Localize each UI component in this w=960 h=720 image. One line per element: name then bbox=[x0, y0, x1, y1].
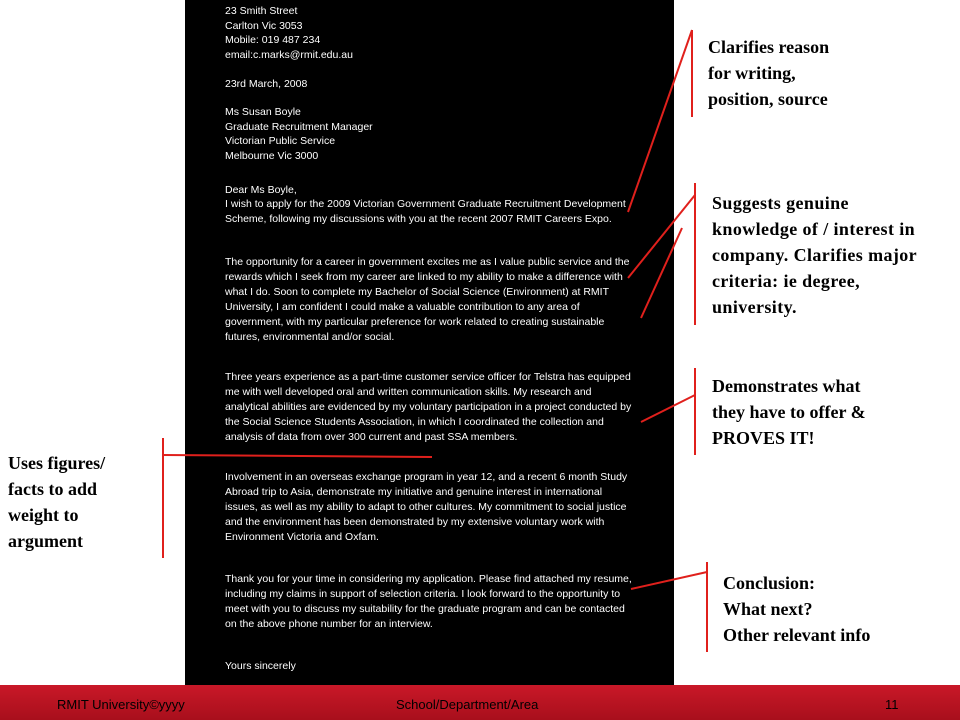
letter-date: 23rd March, 2008 bbox=[225, 78, 308, 90]
annotation-offer-line: PROVES IT! bbox=[712, 428, 815, 448]
sender-suburb: Carlton Vic 3053 bbox=[225, 20, 303, 32]
recipient-title: Graduate Recruitment Manager bbox=[225, 121, 373, 133]
annotation-reason-line: position, source bbox=[708, 89, 828, 109]
salutation: Dear Ms Boyle, bbox=[225, 184, 297, 196]
pointer-offer bbox=[641, 395, 695, 422]
annotation-offer bbox=[712, 373, 866, 451]
paragraph-experience: Three years experience as a part-time customer service officer for Telstra has equipped me with well developed oral and written communication skills. My research and analytical abilities are evidenced by my voluntary participation in a project conducted by the Social Science Students Association, in which I coordinated the collection and analysis of data from over 300 current and past SSA members. bbox=[225, 371, 632, 443]
annotation-conclusion-line: What next? bbox=[723, 599, 813, 619]
sender-street: 23 Smith Street bbox=[225, 5, 298, 17]
sender-mobile: Mobile: 019 487 234 bbox=[225, 34, 321, 46]
pointer-knowledge-1 bbox=[628, 195, 695, 278]
sign-off: Yours sincerely bbox=[225, 660, 296, 672]
annotation-knowledge-line: criteria: ie degree, bbox=[712, 271, 861, 291]
annotation-reason-line: Clarifies reason bbox=[708, 37, 830, 57]
recipient-city: Melbourne Vic 3000 bbox=[225, 150, 319, 162]
annotation-knowledge-line: Suggests genuine bbox=[712, 193, 849, 213]
annotation-offer-line: they have to offer & bbox=[712, 402, 866, 422]
paragraph-closing: Thank you for your time in considering my application. Please find attached my resume, including my claims in support of selection criteria. I look forward to the opportunity to meet with you to discuss my suitability for the graduate program and can be contacted on the above phone number for an interview. bbox=[225, 573, 632, 630]
sender-email: email:c.marks@rmit.edu.au bbox=[225, 49, 353, 61]
annotation-reason bbox=[708, 34, 829, 112]
footer-bar bbox=[0, 685, 960, 720]
footer-university: RMIT University©yyyy bbox=[57, 697, 185, 712]
annotation-figures-line: Uses figures/ bbox=[8, 453, 106, 473]
pointer-knowledge-2 bbox=[641, 228, 682, 318]
recipient-org: Victorian Public Service bbox=[225, 135, 336, 147]
annotation-knowledge-line: company. Clarifies major bbox=[712, 245, 918, 265]
recipient-name: Ms Susan Boyle bbox=[225, 106, 301, 118]
annotation-offer-line: Demonstrates what bbox=[712, 376, 861, 396]
annotation-conclusion-line: Other relevant info bbox=[723, 625, 871, 645]
paragraph-involvement: Involvement in an overseas exchange program in year 12, and a recent 6 month Study Abroad trip to Asia, demonstrate my initiative and genuine interest in international issues, as well as my ability to adapt to other cultures. My commitment to social justice and the environment has been demonstrated by my extensive voluntary work with Environment Victoria and Oxfam. bbox=[225, 471, 628, 543]
annotation-knowledge-line: university. bbox=[712, 297, 797, 317]
annotation-knowledge-line: knowledge of / interest in bbox=[712, 219, 916, 239]
paragraph-intro: I wish to apply for the 2009 Victorian Government Graduate Recruitment Development Scheme, following my discussions with you at the recent 2007 RMIT Careers Expo. bbox=[225, 198, 626, 225]
pointer-reason bbox=[628, 30, 692, 212]
annotation-figures-line: facts to add bbox=[8, 479, 97, 499]
pointer-conclusion bbox=[631, 572, 707, 589]
annotation-reason-line: for writing, bbox=[708, 63, 796, 83]
annotation-figures-line: argument bbox=[8, 531, 83, 551]
paragraph-motivation: The opportunity for a career in government excites me as I value public service and the rewards which I seek from my career are linked to my ability to make a difference with what I do. Soon to complete my Bachelor of Social Science (Environment) at RMIT University, I am confident I could make a valuable contribution to any area of government, with my particular preference for work related to creating sustainable futures, environmental and/or social. bbox=[225, 256, 630, 343]
annotation-knowledge bbox=[712, 190, 917, 320]
page-number: 11 bbox=[885, 697, 899, 712]
annotation-conclusion bbox=[723, 570, 870, 648]
pointer-figures bbox=[163, 455, 432, 457]
annotation-figures bbox=[8, 450, 105, 554]
annotation-figures-line: weight to bbox=[8, 505, 79, 525]
annotation-conclusion-line: Conclusion: bbox=[723, 573, 816, 593]
footer-department: School/Department/Area bbox=[396, 697, 539, 712]
